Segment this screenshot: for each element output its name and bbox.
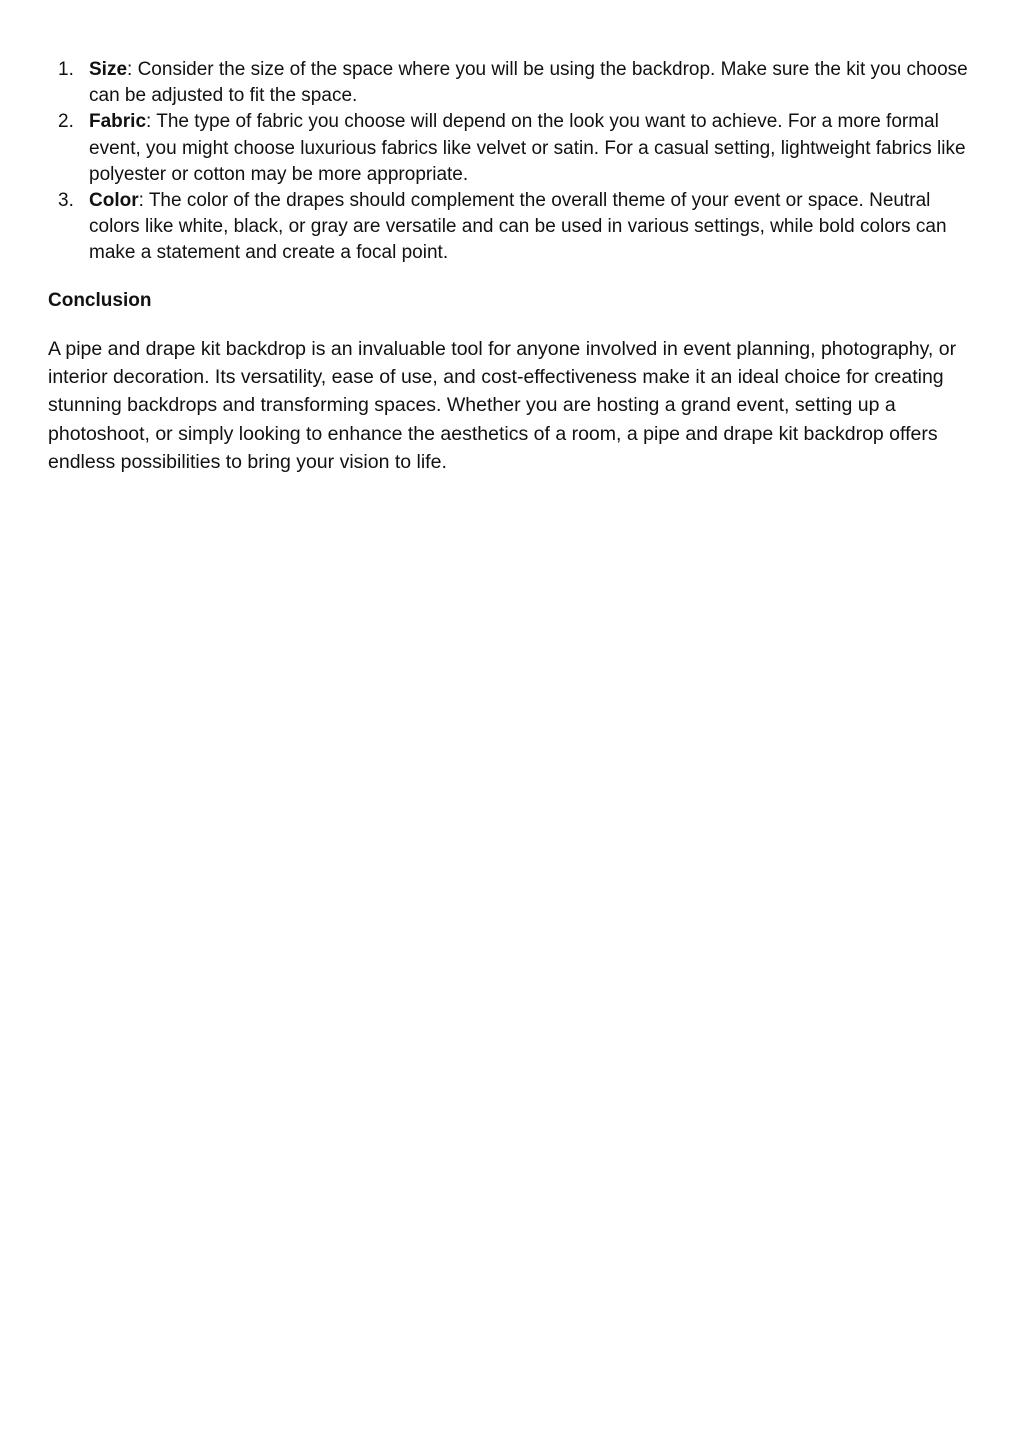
list-item-number: 3. — [58, 190, 74, 212]
list-item-text: : The color of the drapes should complement the overall theme of your event or space. Neutral colors like white, black, or gray are versatile and can be used in various settings, while bold colors can make a statement and create a focal point. — [89, 190, 947, 264]
conclusion-paragraph: A pipe and drape kit backdrop is an invaluable tool for anyone involved in event planning, photography, or interior decoration. Its versatility, ease of use, and cost-effectiveness make it an ideal choice for creating stunning backdrops and transforming spaces. Whether you are hosting a grand event, setting up a photoshoot, or simply looking to enhance the aesthetics of a room, a pipe and drape kit backdrop offers endless possibilities to bring your vision to life. — [48, 337, 957, 473]
list-item — [48, 57, 976, 109]
list-item-term: Size — [89, 59, 128, 80]
list-item — [48, 188, 976, 267]
list-item-number: 2. — [58, 111, 74, 133]
list-item — [48, 109, 976, 188]
list-item-text: : Consider the size of the space where you will be using the backdrop. Make sure the kit you choose can be adjusted to fit the space. — [89, 59, 968, 107]
list-item-text: : The type of fabric you choose will depend on the look you want to achieve. For a more formal event, you might choose luxurious fabrics like velvet or satin. For a casual setting, lightweight fabrics like polyester or cotton may be more appropriate. — [89, 111, 966, 185]
list-item-term: Fabric — [89, 111, 147, 133]
list-item-term: Color — [89, 190, 139, 212]
list-item-number: 1. — [58, 59, 74, 80]
conclusion-heading: Conclusion — [48, 289, 152, 311]
considerations-list — [48, 57, 976, 267]
